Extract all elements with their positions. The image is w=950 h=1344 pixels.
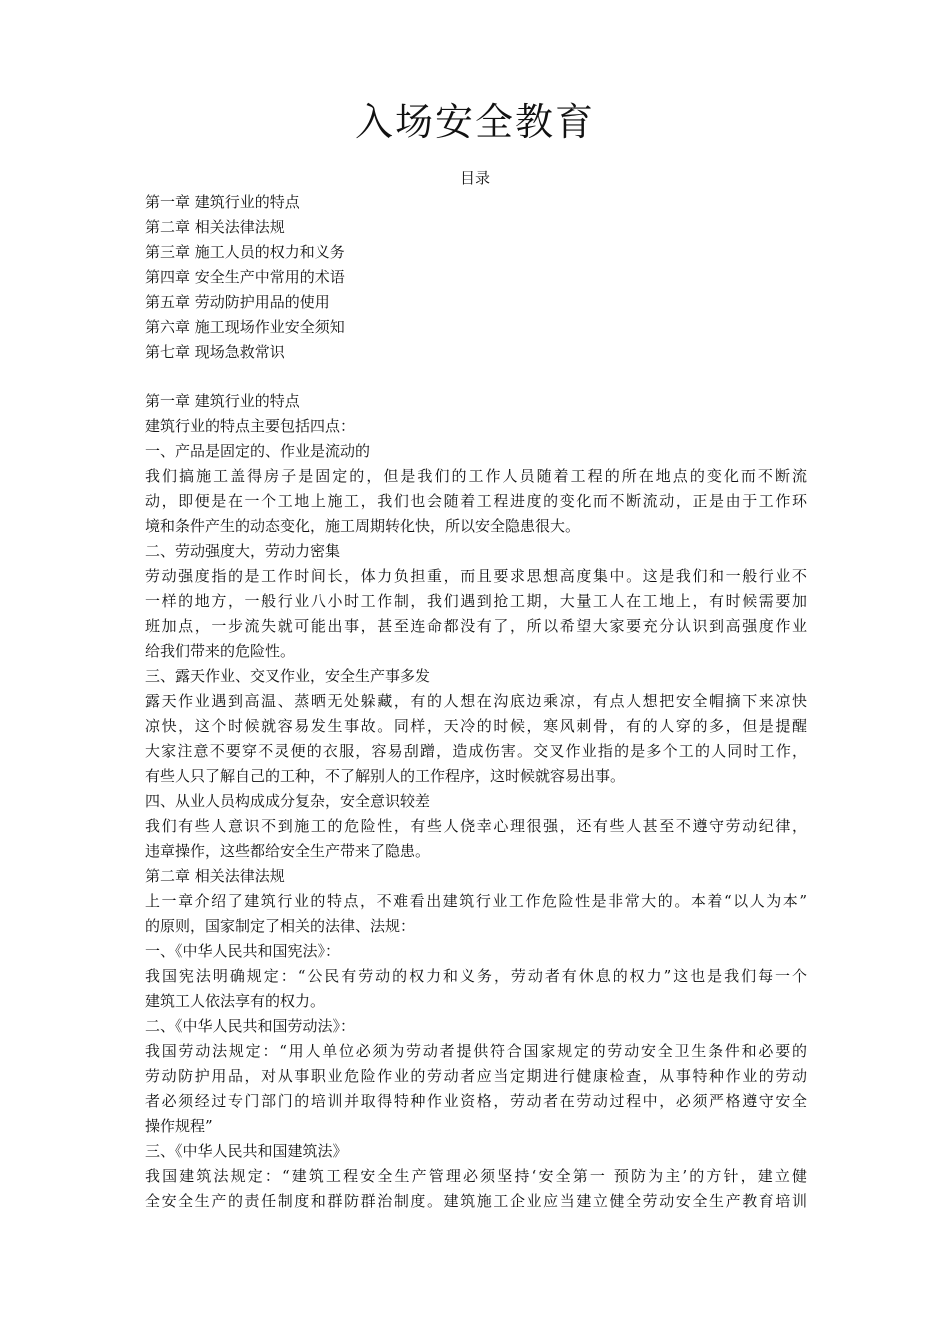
toc-heading: 目录 [459, 169, 490, 187]
chapter-heading: 第一章 建筑行业的特点 [145, 392, 300, 410]
body-line: 上一章介绍了建筑行业的特点，不难看出建筑行业工作危险性是非常大的。本着“以人为本” [145, 892, 807, 910]
table-of-contents [145, 190, 805, 365]
toc-item: 第二章 相关法律法规 [145, 218, 285, 236]
body-line: 露天作业遇到高温、蒸晒无处躲藏，有的人想在沟底边乘凉，有点人想把安全帽摘下来凉快 [145, 692, 807, 710]
body-line: 的原则，国家制定了相关的法律、法规： [145, 917, 416, 935]
body-line: 一样的地方，一般行业八小时工作制，我们遇到抢工期，大量工人在工地上，有时候需要加 [145, 592, 807, 610]
section-heading: 四、从业人员构成成分复杂，安全意识较差 [145, 792, 431, 810]
body-line: 违章操作，这些都给安全生产带来了隐患。 [145, 842, 431, 860]
body-line: 劳动强度指的是工作时间长，体力负担重，而且要求思想高度集中。这是我们和一般行业不 [145, 567, 807, 585]
section-heading: 三、露天作业、交叉作业，安全生产事多发 [145, 667, 431, 685]
toc-item: 第一章 建筑行业的特点 [145, 193, 300, 211]
body-line: 我们有些人意识不到施工的危险性，有些人侥幸心理很强，还有些人甚至不遵守劳动纪律， [145, 817, 807, 835]
section-heading: 二、《中华人民共和国劳动法》： [145, 1017, 356, 1035]
body-line: 有些人只了解自己的工种，不了解别人的工作程序，这时候就容易出事。 [145, 767, 626, 785]
body-line: 大家注意不要穿不灵便的衣服，容易刮蹭，造成伤害。交叉作业指的是多个工的人同时工作， [145, 742, 807, 760]
body-line: 给我们带来的危险性。 [145, 642, 296, 660]
body-line: 凉快，这个时候就容易发生事故。同样，天冷的时候，寒风刺骨，有的人穿的多，但是提醒 [145, 717, 807, 735]
document-title: 入场安全教育 [354, 100, 595, 144]
body-line: 操作规程” [145, 1117, 213, 1135]
body-line: 劳动防护用品，对从事职业危险作业的劳动者应当定期进行健康检查，从事特种作业的劳动 [145, 1067, 807, 1085]
body-line: 我国劳动法规定：“用人单位必须为劳动者提供符合国家规定的劳动安全卫生条件和必要的 [145, 1042, 807, 1060]
section-heading: 二、劳动强度大，劳动力密集 [145, 542, 341, 560]
section-heading: 一、《中华人民共和国宪法》： [145, 942, 341, 960]
toc-item: 第三章 施工人员的权力和义务 [145, 243, 345, 261]
body-line: 全安全生产的责任制度和群防群治制度。建筑施工企业应当建立健全劳动安全生产教育培训 [145, 1192, 807, 1210]
document-body [145, 389, 807, 1214]
body-line: 班加点，一步流失就可能出事，甚至连命都没有了，所以希望大家要充分认识到高强度作业 [145, 617, 807, 635]
toc-item: 第四章 安全生产中常用的术语 [145, 268, 345, 286]
toc-item: 第五章 劳动防护用品的使用 [145, 293, 330, 311]
body-line: 境和条件产生的动态变化，施工周期转化快，所以安全隐患很大。 [145, 517, 581, 535]
body-line: 建筑行业的特点主要包括四点： [145, 417, 356, 435]
body-line: 我们搞施工盖得房子是固定的，但是我们的工作人员随着工程的所在地点的变化而不断流 [145, 467, 807, 485]
toc-item: 第七章 现场急救常识 [145, 343, 285, 361]
chapter-heading: 第二章 相关法律法规 [145, 867, 285, 885]
section-heading: 三、《中华人民共和国建筑法》 [145, 1142, 348, 1160]
body-line: 我国宪法明确规定：“公民有劳动的权力和义务，劳动者有休息的权力”这也是我们每一个 [145, 967, 807, 985]
body-line: 者必须经过专门部门的培训并取得特种作业资格，劳动者在劳动过程中，必须严格遵守安全 [145, 1092, 807, 1110]
section-heading: 一、产品是固定的、作业是流动的 [145, 442, 371, 460]
body-line: 动，即便是在一个工地上施工，我们也会随着工程进度的变化而不断流动，正是由于工作环 [145, 492, 807, 510]
body-line: 建筑工人依法享有的权力。 [145, 992, 326, 1010]
body-line: 我国建筑法规定：“建筑工程安全生产管理必须坚持‘安全第一 预防为主’的方针，建立健 [145, 1167, 807, 1185]
toc-item: 第六章 施工现场作业安全须知 [145, 318, 345, 336]
